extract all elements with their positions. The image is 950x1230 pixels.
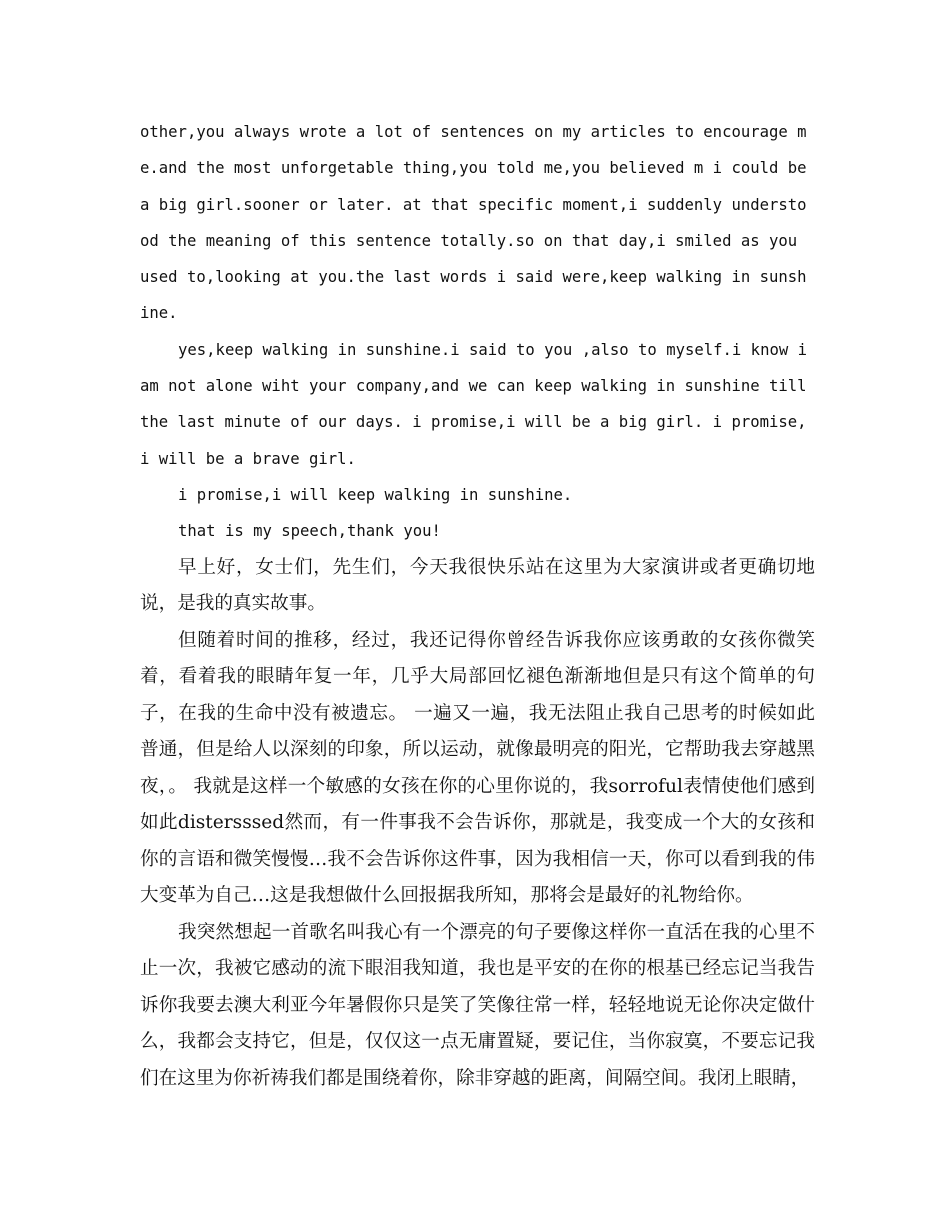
paragraph-4: that is my speech,thank you! [178, 522, 441, 541]
paragraph-6: 但随着时间的推移，经过，我还记得你曾经告诉我你应该勇敢的女孩你微笑着，看着我的眼睛年复一年，几乎大局部回忆褪色渐渐地但是只有这个简单的句子，在我的生命中没有被遗忘。 一遍又一遍，我无法阻止我自己思考的时候如此普通，但是给人以深刻的印象，所以运动，就像最明亮的阳光，它帮助我去穿越黑夜，。 我就是这样一个敏感的女孩在你的心里你说的，我sorroful表情使他们感到如此distersssed然而，有一件事我不会告诉你，那就是，我变成一个大的女孩和你的言语和微笑慢慢…我不会告诉你这件事，因为我相信一天，你可以看到我的伟大变革为自己…这是我想做什么回报据我所知，那将会是最好的礼物给你。 [140, 629, 815, 907]
paragraph-2: yes,keep walking in sunshine.i said to you ,also to myself.i know i am not alone wiht your company,and we can keep walking in sunshine till the last minute of our days. i promise,i will be a big girl. i promise,i will be a brave girl. [140, 340, 808, 468]
document-body [140, 114, 815, 1097]
paragraph-5: 早上好，女士们，先生们，今天我很快乐站在这里为大家演讲或者更确切地说，是我的真实故事。 [140, 556, 815, 615]
paragraph-3: i promise,i will keep walking in sunshine. [178, 485, 573, 504]
paragraph-1: other,you always wrote a lot of sentences on my articles to encourage me.and the most unforgetable thing,you told me,you believed m i could be a big girl.sooner or later. at that specific moment,i suddenly understood the meaning of this sentence totally.so on that day,i smiled as you used to,looking at you.the last words i said were,keep walking in sunshine. [140, 123, 807, 323]
paragraph-7: 我突然想起一首歌名叫我心有一个漂亮的句子要像这样你一直活在我的心里不止一次，我被它感动的流下眼泪我知道，我也是平安的在你的根基已经忘记当我告诉你我要去澳大利亚今年暑假你只是笑了笑像往常一样，轻轻地说无论你决定做什么，我都会支持它，但是，仅仅这一点无庸置疑，要记住，当你寂寞，不要忘记我们在这里为你祈祷我们都是围绕着你，除非穿越的距离，间隔空间。我闭上眼睛， [140, 921, 815, 1089]
